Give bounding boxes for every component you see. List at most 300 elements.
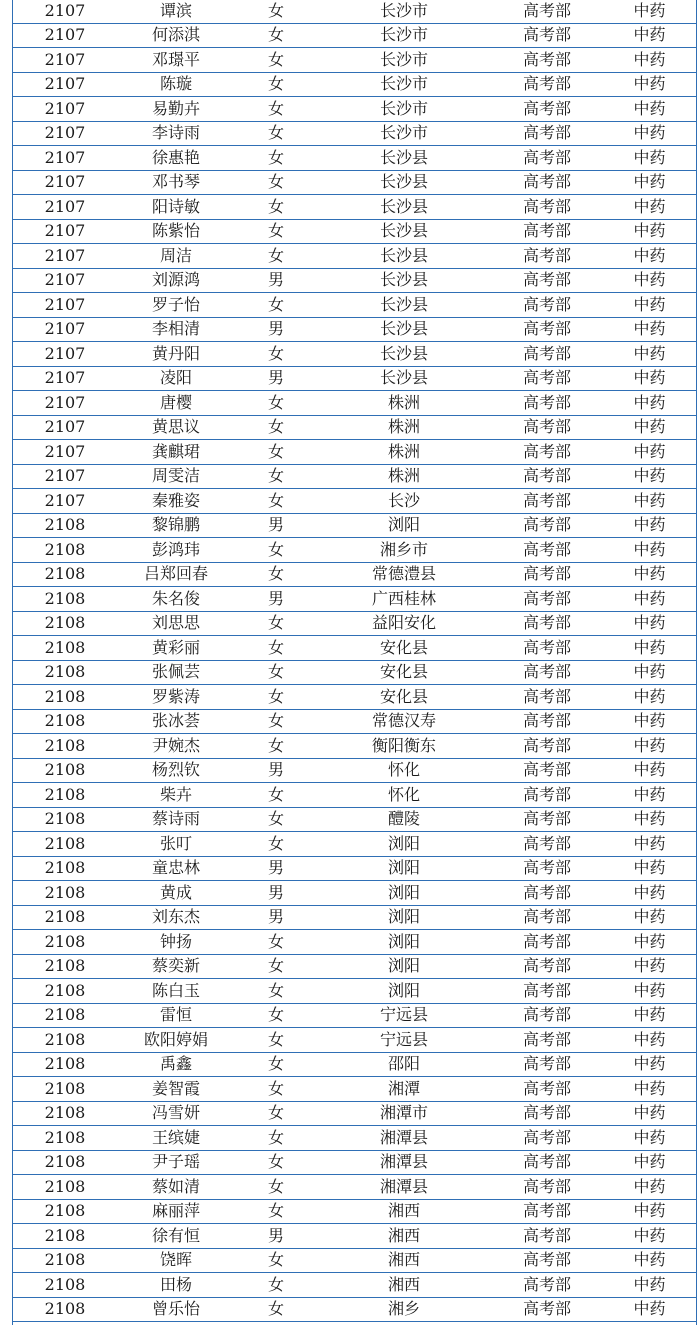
department-cell: 高考部	[491, 489, 603, 514]
class-cell: 2108	[13, 1273, 117, 1298]
gender-cell: 女	[235, 832, 317, 857]
gender-cell: 女	[235, 636, 317, 661]
department-cell: 高考部	[491, 538, 603, 563]
name-cell: 禹鑫	[117, 1052, 235, 1077]
name-cell: 彭鸿玮	[117, 538, 235, 563]
class-cell: 2108	[13, 979, 117, 1004]
department-cell: 高考部	[491, 23, 603, 48]
department-cell: 高考部	[491, 97, 603, 122]
department-cell: 高考部	[491, 195, 603, 220]
table-row	[13, 856, 696, 881]
table-row	[13, 905, 696, 930]
table-row	[13, 415, 696, 440]
major-cell: 中药	[603, 219, 696, 244]
major-cell: 中药	[603, 440, 696, 465]
table-row	[13, 538, 696, 563]
class-cell: 2108	[13, 1150, 117, 1175]
class-cell: 2107	[13, 317, 117, 342]
major-cell: 中药	[603, 832, 696, 857]
table-row	[13, 366, 696, 391]
table-row	[13, 1150, 696, 1175]
origin-cell: 宁远县	[317, 1003, 491, 1028]
table-row	[13, 244, 696, 269]
table-row	[13, 1052, 696, 1077]
name-cell: 罗子怡	[117, 293, 235, 318]
origin-cell: 浏阳	[317, 954, 491, 979]
department-cell: 高考部	[491, 979, 603, 1004]
table-row	[13, 0, 696, 23]
department-cell: 高考部	[491, 685, 603, 710]
name-cell: 童忠林	[117, 856, 235, 881]
origin-cell: 浏阳	[317, 905, 491, 930]
origin-cell: 湘西	[317, 1248, 491, 1273]
name-cell: 龚麒珺	[117, 440, 235, 465]
class-cell: 2108	[13, 758, 117, 783]
table-row	[13, 293, 696, 318]
major-cell: 中药	[603, 1175, 696, 1200]
class-cell: 2107	[13, 342, 117, 367]
department-cell: 高考部	[491, 783, 603, 808]
table-row	[13, 636, 696, 661]
table-row	[13, 954, 696, 979]
name-cell: 凌阳	[117, 366, 235, 391]
major-cell: 中药	[603, 587, 696, 612]
table-row	[13, 1003, 696, 1028]
gender-cell: 女	[235, 244, 317, 269]
origin-cell: 长沙县	[317, 268, 491, 293]
table-row	[13, 979, 696, 1004]
gender-cell: 男	[235, 1224, 317, 1249]
major-cell: 中药	[603, 1028, 696, 1053]
department-cell: 高考部	[491, 219, 603, 244]
gender-cell: 女	[235, 415, 317, 440]
gender-cell: 女	[235, 72, 317, 97]
student-roster-sheet	[12, 0, 697, 1325]
roster-body	[13, 0, 696, 1322]
origin-cell: 湘乡	[317, 1297, 491, 1322]
major-cell: 中药	[603, 146, 696, 171]
name-cell: 蔡奕新	[117, 954, 235, 979]
name-cell: 蔡诗雨	[117, 807, 235, 832]
major-cell: 中药	[603, 881, 696, 906]
gender-cell: 女	[235, 23, 317, 48]
origin-cell: 湘西	[317, 1199, 491, 1224]
table-row	[13, 1101, 696, 1126]
department-cell: 高考部	[491, 72, 603, 97]
department-cell: 高考部	[491, 1101, 603, 1126]
table-row	[13, 881, 696, 906]
table-row	[13, 23, 696, 48]
major-cell: 中药	[603, 685, 696, 710]
major-cell: 中药	[603, 415, 696, 440]
table-row	[13, 1175, 696, 1200]
major-cell: 中药	[603, 1199, 696, 1224]
name-cell: 阳诗敏	[117, 195, 235, 220]
name-cell: 陈璇	[117, 72, 235, 97]
department-cell: 高考部	[491, 1175, 603, 1200]
table-row	[13, 1077, 696, 1102]
major-cell: 中药	[603, 97, 696, 122]
table-row	[13, 342, 696, 367]
class-cell: 2107	[13, 121, 117, 146]
table-row	[13, 734, 696, 759]
name-cell: 刘思思	[117, 611, 235, 636]
gender-cell: 女	[235, 709, 317, 734]
origin-cell: 株洲	[317, 464, 491, 489]
gender-cell: 女	[235, 391, 317, 416]
origin-cell: 湘西	[317, 1273, 491, 1298]
department-cell: 高考部	[491, 1028, 603, 1053]
name-cell: 刘东杰	[117, 905, 235, 930]
origin-cell: 湘潭	[317, 1077, 491, 1102]
major-cell: 中药	[603, 1273, 696, 1298]
name-cell: 易勤卉	[117, 97, 235, 122]
table-row	[13, 1273, 696, 1298]
table-row	[13, 1199, 696, 1224]
department-cell: 高考部	[491, 440, 603, 465]
major-cell: 中药	[603, 244, 696, 269]
gender-cell: 女	[235, 219, 317, 244]
table-row	[13, 930, 696, 955]
gender-cell: 女	[235, 121, 317, 146]
table-row	[13, 807, 696, 832]
origin-cell: 常德澧县	[317, 562, 491, 587]
gender-cell: 女	[235, 734, 317, 759]
name-cell: 田杨	[117, 1273, 235, 1298]
gender-cell: 男	[235, 366, 317, 391]
major-cell: 中药	[603, 538, 696, 563]
department-cell: 高考部	[491, 0, 603, 23]
major-cell: 中药	[603, 293, 696, 318]
gender-cell: 女	[235, 979, 317, 1004]
major-cell: 中药	[603, 23, 696, 48]
major-cell: 中药	[603, 709, 696, 734]
department-cell: 高考部	[491, 268, 603, 293]
class-cell: 2108	[13, 611, 117, 636]
origin-cell: 长沙县	[317, 342, 491, 367]
gender-cell: 女	[235, 1052, 317, 1077]
name-cell: 李相清	[117, 317, 235, 342]
name-cell: 黄成	[117, 881, 235, 906]
origin-cell: 长沙市	[317, 121, 491, 146]
gender-cell: 女	[235, 930, 317, 955]
class-cell: 2107	[13, 244, 117, 269]
origin-cell: 醴陵	[317, 807, 491, 832]
origin-cell: 怀化	[317, 783, 491, 808]
table-row	[13, 1297, 696, 1322]
department-cell: 高考部	[491, 930, 603, 955]
name-cell: 杨烈钦	[117, 758, 235, 783]
name-cell: 陈紫怡	[117, 219, 235, 244]
class-cell: 2107	[13, 48, 117, 73]
department-cell: 高考部	[491, 391, 603, 416]
table-row	[13, 513, 696, 538]
origin-cell: 长沙	[317, 489, 491, 514]
department-cell: 高考部	[491, 317, 603, 342]
table-row	[13, 72, 696, 97]
table-row	[13, 170, 696, 195]
origin-cell: 宁远县	[317, 1028, 491, 1053]
origin-cell: 益阳安化	[317, 611, 491, 636]
class-cell: 2108	[13, 587, 117, 612]
major-cell: 中药	[603, 268, 696, 293]
department-cell: 高考部	[491, 121, 603, 146]
class-cell: 2107	[13, 366, 117, 391]
department-cell: 高考部	[491, 881, 603, 906]
name-cell: 周洁	[117, 244, 235, 269]
gender-cell: 女	[235, 1077, 317, 1102]
gender-cell: 女	[235, 611, 317, 636]
major-cell: 中药	[603, 905, 696, 930]
class-cell: 2107	[13, 97, 117, 122]
major-cell: 中药	[603, 562, 696, 587]
class-cell: 2108	[13, 538, 117, 563]
origin-cell: 湘潭县	[317, 1175, 491, 1200]
class-cell: 2107	[13, 293, 117, 318]
table-row	[13, 195, 696, 220]
name-cell: 吕郑回春	[117, 562, 235, 587]
table-row	[13, 440, 696, 465]
name-cell: 蔡如清	[117, 1175, 235, 1200]
table-row	[13, 1224, 696, 1249]
class-cell: 2108	[13, 1297, 117, 1322]
origin-cell: 长沙县	[317, 293, 491, 318]
name-cell: 邓璟平	[117, 48, 235, 73]
department-cell: 高考部	[491, 856, 603, 881]
name-cell: 姜智霞	[117, 1077, 235, 1102]
name-cell: 张冰荟	[117, 709, 235, 734]
name-cell: 徐惠艳	[117, 146, 235, 171]
origin-cell: 邵阳	[317, 1052, 491, 1077]
major-cell: 中药	[603, 734, 696, 759]
name-cell: 麻丽萍	[117, 1199, 235, 1224]
major-cell: 中药	[603, 807, 696, 832]
department-cell: 高考部	[491, 48, 603, 73]
department-cell: 高考部	[491, 293, 603, 318]
origin-cell: 浏阳	[317, 856, 491, 881]
table-row	[13, 464, 696, 489]
major-cell: 中药	[603, 48, 696, 73]
origin-cell: 安化县	[317, 636, 491, 661]
class-cell: 2108	[13, 881, 117, 906]
class-cell: 2107	[13, 219, 117, 244]
class-cell: 2108	[13, 832, 117, 857]
name-cell: 邓书琴	[117, 170, 235, 195]
department-cell: 高考部	[491, 636, 603, 661]
gender-cell: 女	[235, 146, 317, 171]
table-row	[13, 562, 696, 587]
name-cell: 罗紫涛	[117, 685, 235, 710]
origin-cell: 长沙县	[317, 317, 491, 342]
origin-cell: 湘潭市	[317, 1101, 491, 1126]
gender-cell: 女	[235, 1028, 317, 1053]
major-cell: 中药	[603, 195, 696, 220]
department-cell: 高考部	[491, 905, 603, 930]
table-row	[13, 48, 696, 73]
name-cell: 陈白玉	[117, 979, 235, 1004]
department-cell: 高考部	[491, 244, 603, 269]
gender-cell: 男	[235, 856, 317, 881]
major-cell: 中药	[603, 930, 696, 955]
gender-cell: 女	[235, 1101, 317, 1126]
class-cell: 2107	[13, 440, 117, 465]
department-cell: 高考部	[491, 758, 603, 783]
department-cell: 高考部	[491, 807, 603, 832]
table-row	[13, 1028, 696, 1053]
gender-cell: 女	[235, 489, 317, 514]
class-cell: 2108	[13, 1052, 117, 1077]
gender-cell: 女	[235, 538, 317, 563]
major-cell: 中药	[603, 1003, 696, 1028]
major-cell: 中药	[603, 636, 696, 661]
name-cell: 唐樱	[117, 391, 235, 416]
origin-cell: 怀化	[317, 758, 491, 783]
major-cell: 中药	[603, 611, 696, 636]
gender-cell: 男	[235, 513, 317, 538]
origin-cell: 湘潭县	[317, 1150, 491, 1175]
class-cell: 2108	[13, 1199, 117, 1224]
class-cell: 2107	[13, 72, 117, 97]
gender-cell: 女	[235, 1126, 317, 1151]
major-cell: 中药	[603, 1126, 696, 1151]
department-cell: 高考部	[491, 1273, 603, 1298]
table-row	[13, 1248, 696, 1273]
origin-cell: 长沙市	[317, 72, 491, 97]
major-cell: 中药	[603, 391, 696, 416]
class-cell: 2108	[13, 636, 117, 661]
name-cell: 尹婉杰	[117, 734, 235, 759]
department-cell: 高考部	[491, 170, 603, 195]
class-cell: 2108	[13, 562, 117, 587]
department-cell: 高考部	[491, 587, 603, 612]
class-cell: 2108	[13, 1248, 117, 1273]
name-cell: 徐有恒	[117, 1224, 235, 1249]
name-cell: 王缤婕	[117, 1126, 235, 1151]
department-cell: 高考部	[491, 513, 603, 538]
gender-cell: 女	[235, 685, 317, 710]
origin-cell: 株洲	[317, 415, 491, 440]
name-cell: 钟扬	[117, 930, 235, 955]
class-cell: 2107	[13, 170, 117, 195]
table-row	[13, 611, 696, 636]
department-cell: 高考部	[491, 954, 603, 979]
class-cell: 2108	[13, 709, 117, 734]
class-cell: 2108	[13, 1101, 117, 1126]
major-cell: 中药	[603, 366, 696, 391]
major-cell: 中药	[603, 1077, 696, 1102]
class-cell: 2107	[13, 489, 117, 514]
gender-cell: 男	[235, 881, 317, 906]
table-row	[13, 146, 696, 171]
major-cell: 中药	[603, 317, 696, 342]
class-cell: 2108	[13, 1077, 117, 1102]
origin-cell: 湘潭县	[317, 1126, 491, 1151]
major-cell: 中药	[603, 758, 696, 783]
name-cell: 张叮	[117, 832, 235, 857]
class-cell: 2108	[13, 1224, 117, 1249]
name-cell: 周雯洁	[117, 464, 235, 489]
origin-cell: 长沙县	[317, 170, 491, 195]
table-row	[13, 489, 696, 514]
department-cell: 高考部	[491, 1003, 603, 1028]
major-cell: 中药	[603, 0, 696, 23]
origin-cell: 湘西	[317, 1224, 491, 1249]
class-cell: 2108	[13, 1175, 117, 1200]
name-cell: 秦雅姿	[117, 489, 235, 514]
major-cell: 中药	[603, 1101, 696, 1126]
department-cell: 高考部	[491, 562, 603, 587]
origin-cell: 长沙市	[317, 23, 491, 48]
origin-cell: 长沙县	[317, 366, 491, 391]
major-cell: 中药	[603, 464, 696, 489]
name-cell: 柴卉	[117, 783, 235, 808]
department-cell: 高考部	[491, 342, 603, 367]
gender-cell: 男	[235, 758, 317, 783]
gender-cell: 女	[235, 1273, 317, 1298]
class-cell: 2107	[13, 415, 117, 440]
origin-cell: 长沙市	[317, 0, 491, 23]
class-cell: 2108	[13, 1028, 117, 1053]
table-row	[13, 685, 696, 710]
table-row	[13, 219, 696, 244]
name-cell: 何添淇	[117, 23, 235, 48]
name-cell: 李诗雨	[117, 121, 235, 146]
major-cell: 中药	[603, 783, 696, 808]
gender-cell: 女	[235, 1150, 317, 1175]
major-cell: 中药	[603, 954, 696, 979]
gender-cell: 女	[235, 1199, 317, 1224]
department-cell: 高考部	[491, 832, 603, 857]
class-cell: 2107	[13, 268, 117, 293]
name-cell: 欧阳婷娟	[117, 1028, 235, 1053]
origin-cell: 浏阳	[317, 979, 491, 1004]
class-cell: 2107	[13, 195, 117, 220]
name-cell: 尹子瑶	[117, 1150, 235, 1175]
table-row	[13, 1126, 696, 1151]
origin-cell: 长沙县	[317, 146, 491, 171]
class-cell: 2108	[13, 856, 117, 881]
origin-cell: 长沙县	[317, 244, 491, 269]
gender-cell: 女	[235, 562, 317, 587]
name-cell: 黄丹阳	[117, 342, 235, 367]
name-cell: 刘源鸿	[117, 268, 235, 293]
department-cell: 高考部	[491, 709, 603, 734]
major-cell: 中药	[603, 170, 696, 195]
table-row	[13, 758, 696, 783]
gender-cell: 女	[235, 170, 317, 195]
major-cell: 中药	[603, 856, 696, 881]
department-cell: 高考部	[491, 660, 603, 685]
origin-cell: 株洲	[317, 440, 491, 465]
department-cell: 高考部	[491, 611, 603, 636]
department-cell: 高考部	[491, 415, 603, 440]
department-cell: 高考部	[491, 464, 603, 489]
origin-cell: 长沙市	[317, 97, 491, 122]
class-cell: 2108	[13, 783, 117, 808]
gender-cell: 女	[235, 342, 317, 367]
department-cell: 高考部	[491, 1297, 603, 1322]
origin-cell: 衡阳衡东	[317, 734, 491, 759]
class-cell: 2108	[13, 513, 117, 538]
table-row	[13, 121, 696, 146]
class-cell: 2108	[13, 954, 117, 979]
major-cell: 中药	[603, 72, 696, 97]
gender-cell: 女	[235, 1175, 317, 1200]
origin-cell: 广西桂林	[317, 587, 491, 612]
table-row	[13, 97, 696, 122]
gender-cell: 男	[235, 905, 317, 930]
major-cell: 中药	[603, 1052, 696, 1077]
